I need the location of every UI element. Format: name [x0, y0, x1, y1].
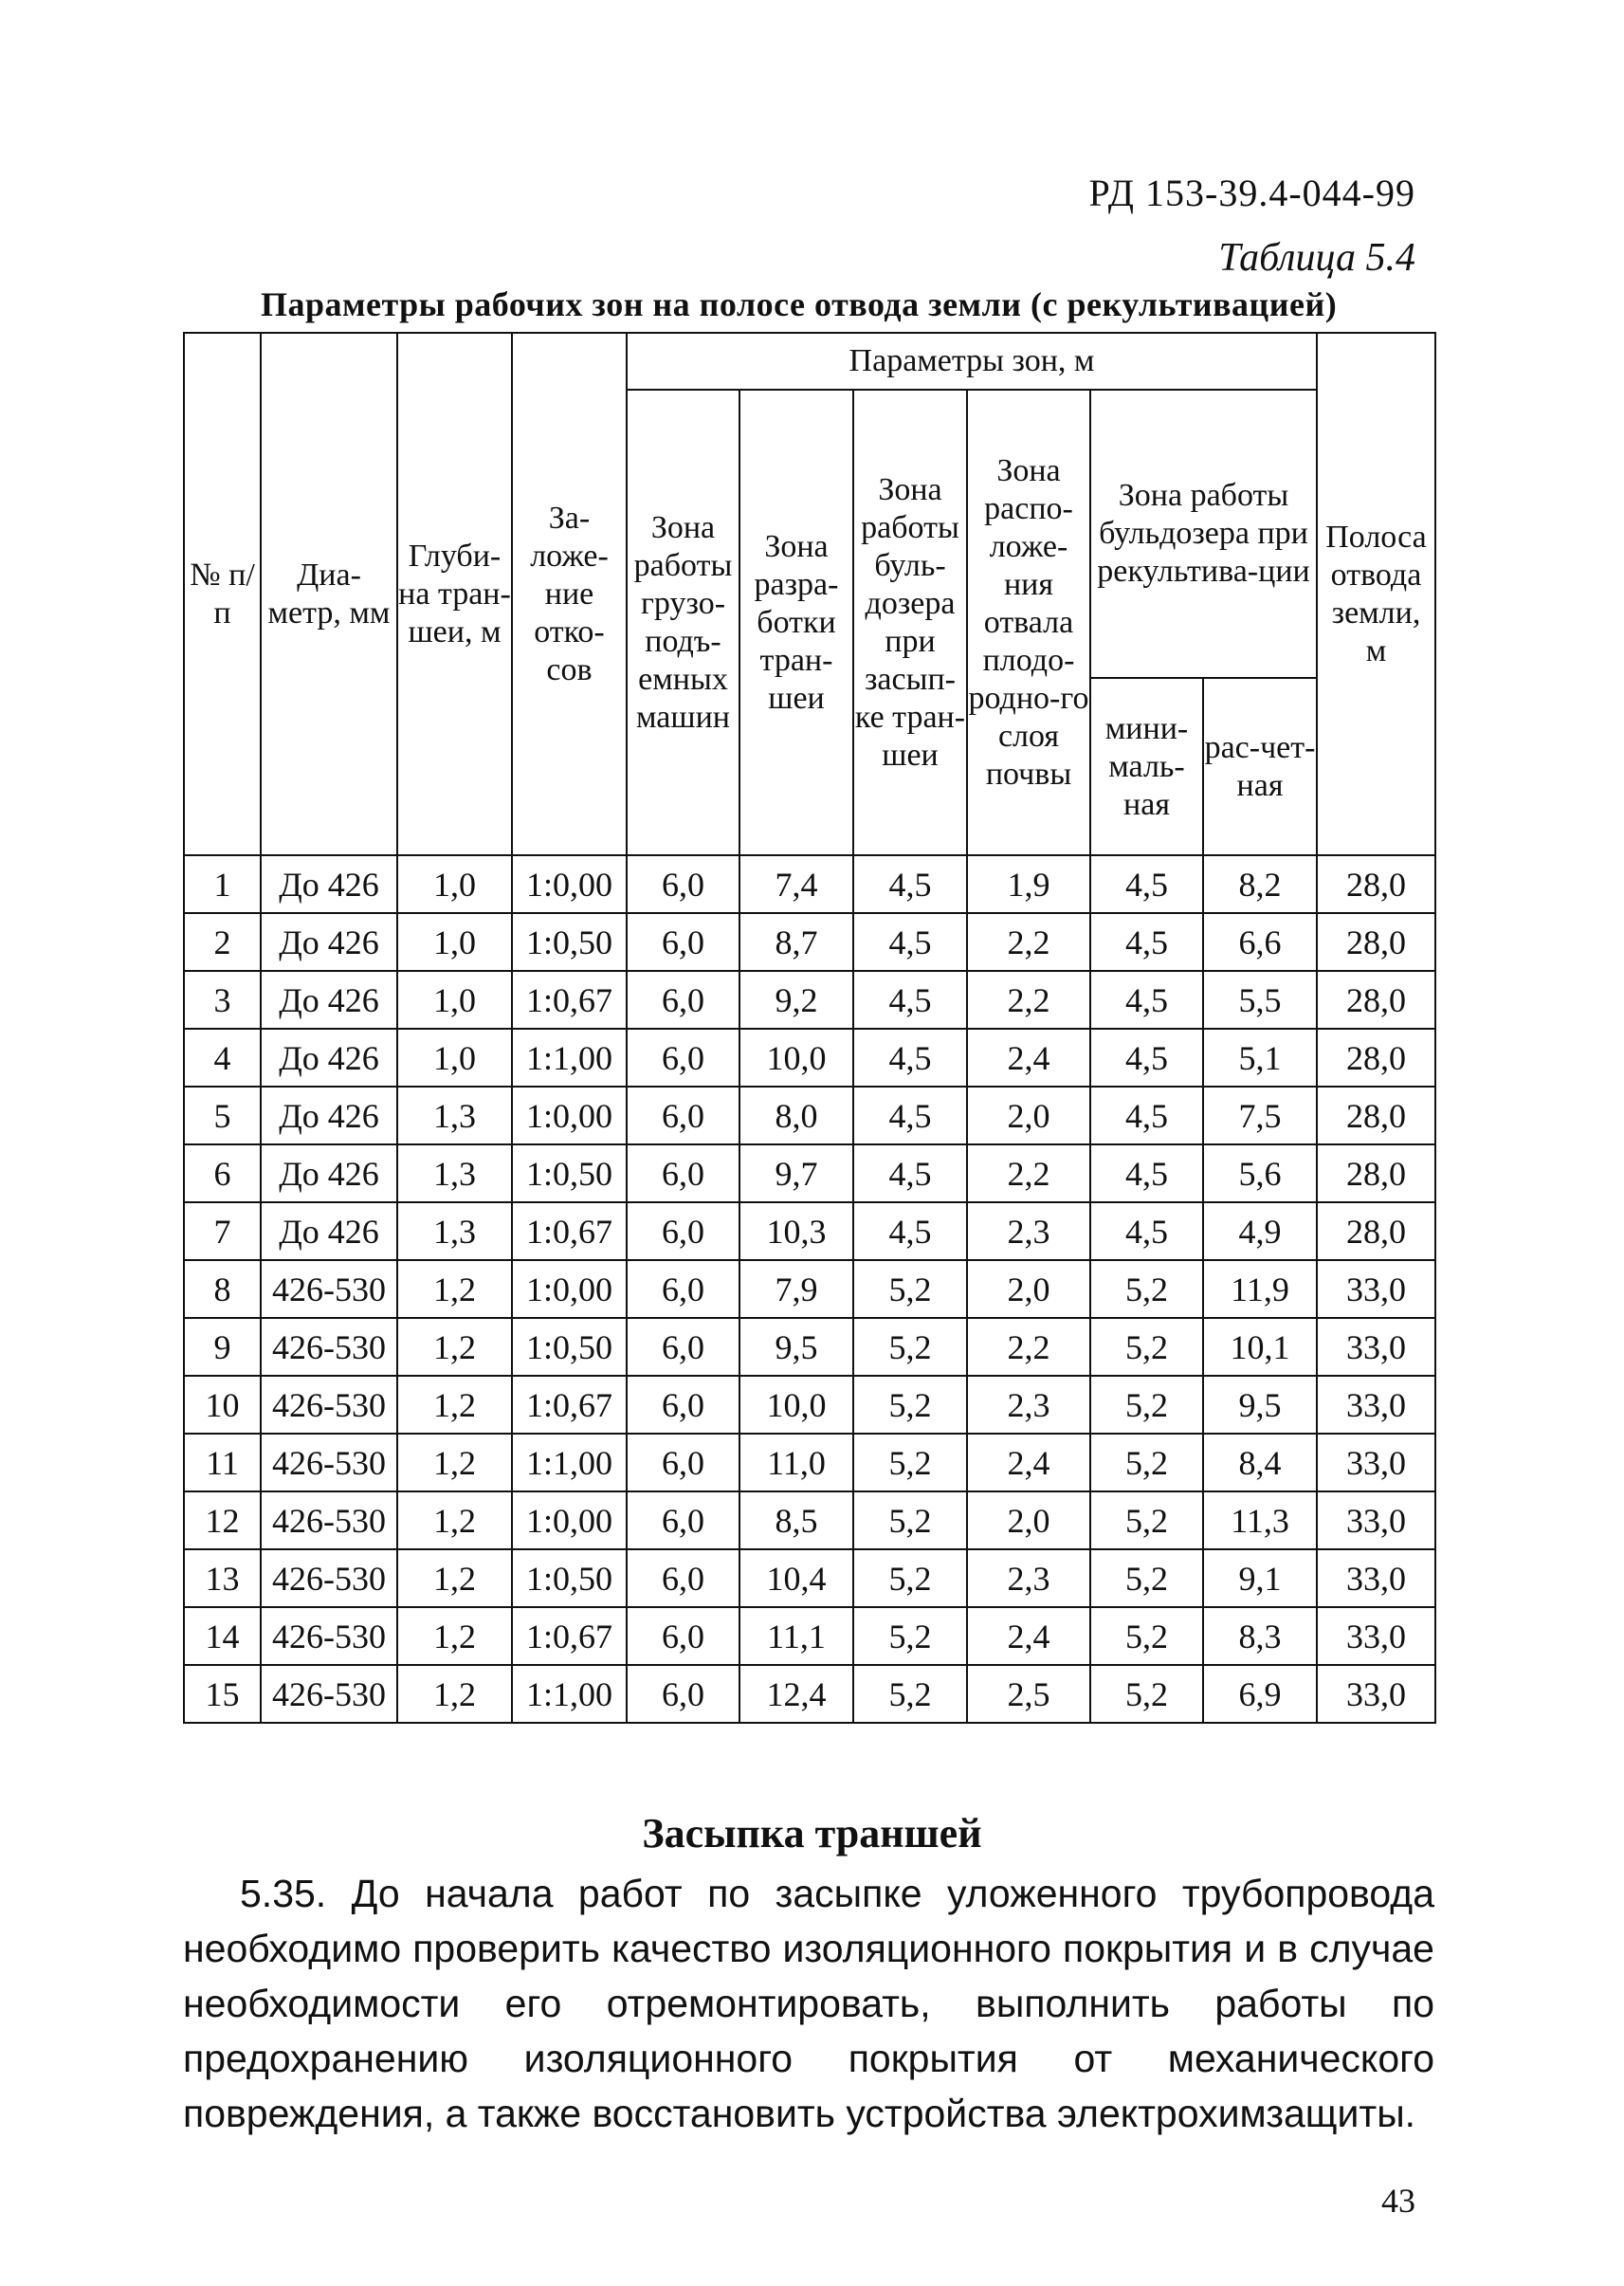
table-cell: 11,3 [1203, 1491, 1317, 1549]
table-cell: 6,0 [627, 1144, 739, 1202]
header-zone-bulldozer-recult: Зона работы бульдозера при рекультива-ции [1090, 390, 1317, 678]
table-cell: 28,0 [1317, 1202, 1435, 1260]
table-cell: 11,9 [1203, 1260, 1317, 1318]
table-cell: 1:1,00 [512, 1029, 627, 1087]
table-cell: 33,0 [1317, 1260, 1435, 1318]
table-label: Таблица 5.4 [1218, 236, 1415, 280]
table-cell: 5,2 [1090, 1434, 1203, 1491]
table-cell: До 426 [261, 1087, 397, 1144]
table-cell: 426-530 [261, 1260, 397, 1318]
table-cell: 4,5 [853, 1029, 967, 1087]
table-cell: 11,1 [739, 1607, 853, 1665]
table-row [184, 1607, 1435, 1665]
table-cell: 12 [184, 1491, 261, 1549]
table-cell: 5,2 [1090, 1260, 1203, 1318]
table-row [184, 1665, 1435, 1723]
table-cell: 426-530 [261, 1491, 397, 1549]
table-cell: 5,2 [1090, 1491, 1203, 1549]
table-cell: 1,2 [397, 1665, 512, 1723]
table-cell: 1,0 [397, 971, 512, 1029]
table-cell: 13 [184, 1549, 261, 1607]
table-cell: До 426 [261, 1202, 397, 1260]
table-cell: 4,5 [1090, 1202, 1203, 1260]
table-row [184, 1202, 1435, 1260]
table-cell: 6,0 [627, 1029, 739, 1087]
table-row [184, 1376, 1435, 1434]
table-cell: 6,0 [627, 1318, 739, 1376]
table-cell: 1:0,50 [512, 913, 627, 971]
table-cell: 10,0 [739, 1029, 853, 1087]
table-cell: 1,2 [397, 1607, 512, 1665]
table-cell: 1:0,00 [512, 1260, 627, 1318]
table-cell: 9,5 [739, 1318, 853, 1376]
table-cell: 8,4 [1203, 1434, 1317, 1491]
table-cell: 3 [184, 971, 261, 1029]
table-row [184, 1434, 1435, 1491]
table-cell: 28,0 [1317, 913, 1435, 971]
table-cell: 7 [184, 1202, 261, 1260]
table-cell: 6,0 [627, 1607, 739, 1665]
table-title: Параметры рабочих зон на полосе отвода земли (с рекультивацией) [261, 285, 1338, 323]
table-cell: 5,2 [1090, 1607, 1203, 1665]
table-cell: До 426 [261, 1029, 397, 1087]
table-cell: 2,3 [967, 1202, 1090, 1260]
table-cell: 33,0 [1317, 1434, 1435, 1491]
table-cell: 5,2 [853, 1260, 967, 1318]
table-cell: 1,2 [397, 1376, 512, 1434]
table-row [184, 1491, 1435, 1549]
section-paragraph: 5.35. До начала работ по засыпке уложенного трубопровода необходимо проверить качество изоляционного покрытия и в случае необходимости его отремонтировать, выполнить работы по предохранению изоляционного покрытия от механического повреждения, а также восстановить устройства электрохимзащиты. [183, 1872, 1434, 2135]
table-cell: 8,7 [739, 913, 853, 971]
header-recult-min: мини-маль-ная [1090, 678, 1203, 855]
table-cell: 4,5 [853, 1144, 967, 1202]
table-cell: До 426 [261, 855, 397, 913]
header-slope: За-ложе-ние отко-сов [512, 333, 627, 855]
table-cell: 6,9 [1203, 1665, 1317, 1723]
table-cell: 8 [184, 1260, 261, 1318]
table-cell: 426-530 [261, 1549, 397, 1607]
table-row [184, 913, 1435, 971]
table-cell: 2,0 [967, 1491, 1090, 1549]
table-cell: 10,0 [739, 1376, 853, 1434]
table-cell: 2,4 [967, 1607, 1090, 1665]
table-cell: 4,5 [1090, 1087, 1203, 1144]
table-cell: 10 [184, 1376, 261, 1434]
table-cell: 1:0,00 [512, 855, 627, 913]
table-cell: 33,0 [1317, 1318, 1435, 1376]
table-cell: 4,5 [1090, 971, 1203, 1029]
table-cell: 11,0 [739, 1434, 853, 1491]
table-cell: 4,9 [1203, 1202, 1317, 1260]
table-cell: 6,0 [627, 1434, 739, 1491]
table-cell: 4,5 [1090, 855, 1203, 913]
table-cell: 4,5 [1090, 1029, 1203, 1087]
table-cell: 33,0 [1317, 1376, 1435, 1434]
table-cell: 33,0 [1317, 1665, 1435, 1723]
table-cell: 6 [184, 1144, 261, 1202]
table-cell: 6,0 [627, 1549, 739, 1607]
table-cell: 8,5 [739, 1491, 853, 1549]
table-cell: 28,0 [1317, 1029, 1435, 1087]
table-cell: 5,2 [1090, 1549, 1203, 1607]
header-diameter: Диа-метр, мм [261, 333, 397, 855]
table-cell: 9,5 [1203, 1376, 1317, 1434]
table-cell: 6,0 [627, 1202, 739, 1260]
table-cell: 5,2 [853, 1376, 967, 1434]
table-cell: 7,4 [739, 855, 853, 913]
table-cell: 4 [184, 1029, 261, 1087]
header-recult-calc: рас-чет-ная [1203, 678, 1317, 855]
table-row [184, 1144, 1435, 1202]
table-cell: До 426 [261, 913, 397, 971]
table-cell: 426-530 [261, 1665, 397, 1723]
table-cell: 1:0,50 [512, 1144, 627, 1202]
table-cell: 5,2 [853, 1607, 967, 1665]
table-cell: 8,0 [739, 1087, 853, 1144]
table-cell: 6,0 [627, 1087, 739, 1144]
table-cell: 5,2 [853, 1318, 967, 1376]
table-cell: 5,5 [1203, 971, 1317, 1029]
table-row [184, 971, 1435, 1029]
table-cell: 1,3 [397, 1202, 512, 1260]
table-cell: 33,0 [1317, 1491, 1435, 1549]
table-cell: 1,3 [397, 1087, 512, 1144]
table-cell: 1,9 [967, 855, 1090, 913]
table-cell: 6,0 [627, 971, 739, 1029]
table-cell: 6,0 [627, 1491, 739, 1549]
table-cell: 5,2 [1090, 1665, 1203, 1723]
page-number: 43 [1381, 2182, 1415, 2220]
table-cell: 8,2 [1203, 855, 1317, 913]
table-cell: 5,2 [1090, 1318, 1203, 1376]
table-cell: 28,0 [1317, 1144, 1435, 1202]
table-cell: 426-530 [261, 1434, 397, 1491]
table-cell: 5,2 [853, 1434, 967, 1491]
table-cell: 9,7 [739, 1144, 853, 1202]
table-cell: 1:0,67 [512, 1202, 627, 1260]
table-cell: 5,1 [1203, 1029, 1317, 1087]
table-cell: 1,2 [397, 1549, 512, 1607]
table-cell: 6,0 [627, 913, 739, 971]
table-row [184, 1549, 1435, 1607]
table-cell: 9 [184, 1318, 261, 1376]
table-cell: 1,2 [397, 1318, 512, 1376]
table-cell: 6,0 [627, 1665, 739, 1723]
table-cell: До 426 [261, 1144, 397, 1202]
table-cell: 1,0 [397, 855, 512, 913]
header-zone-topsoil: Зона распо-ложе-ния отвала плодо-родно-го слоя почвы [967, 390, 1090, 855]
table-cell: 28,0 [1317, 855, 1435, 913]
table-cell: 2 [184, 913, 261, 971]
header-zone-crane: Зона работы грузо-подъ-емных машин [627, 390, 739, 855]
table-cell: 4,5 [1090, 1144, 1203, 1202]
table-cell: 12,4 [739, 1665, 853, 1723]
table-row [184, 855, 1435, 913]
table-cell: 1:0,00 [512, 1491, 627, 1549]
table-cell: 33,0 [1317, 1607, 1435, 1665]
table-cell: 28,0 [1317, 971, 1435, 1029]
table-cell: 11 [184, 1434, 261, 1491]
header-zone-dig: Зона разра-ботки тран-шеи [739, 390, 853, 855]
table-cell: 4,5 [1090, 913, 1203, 971]
table-cell: 2,0 [967, 1260, 1090, 1318]
table-cell: 1:0,67 [512, 971, 627, 1029]
table-cell: 10,4 [739, 1549, 853, 1607]
table-cell: 2,5 [967, 1665, 1090, 1723]
table-cell: 9,1 [1203, 1549, 1317, 1607]
table-cell: 1:1,00 [512, 1434, 627, 1491]
header-num: № п/п [184, 333, 261, 855]
table-row [184, 1260, 1435, 1318]
table-cell: 15 [184, 1665, 261, 1723]
table-cell: 5,2 [1090, 1376, 1203, 1434]
table-cell: 10,1 [1203, 1318, 1317, 1376]
section-heading: Засыпка траншей [642, 1810, 982, 1856]
table-cell: 1:0,67 [512, 1607, 627, 1665]
table-cell: 4,5 [853, 855, 967, 913]
table-cell: 2,3 [967, 1376, 1090, 1434]
table-cell: 33,0 [1317, 1549, 1435, 1607]
table-cell: 6,0 [627, 1260, 739, 1318]
table-cell: 4,5 [853, 913, 967, 971]
table-body [184, 855, 1435, 1723]
table-cell: 5,6 [1203, 1144, 1317, 1202]
table-cell: 4,5 [853, 971, 967, 1029]
table-cell: 1,2 [397, 1260, 512, 1318]
table-cell: 2,4 [967, 1434, 1090, 1491]
table-cell: 6,0 [627, 855, 739, 913]
table-row [184, 1318, 1435, 1376]
table-cell: 2,2 [967, 971, 1090, 1029]
table-cell: 2,2 [967, 1144, 1090, 1202]
table-cell: 426-530 [261, 1607, 397, 1665]
table-cell: 4,5 [853, 1202, 967, 1260]
table-cell: 1 [184, 855, 261, 913]
table-cell: 426-530 [261, 1318, 397, 1376]
table-cell: 426-530 [261, 1376, 397, 1434]
table-cell: 8,3 [1203, 1607, 1317, 1665]
table-cell: 2,4 [967, 1029, 1090, 1087]
table-cell: 14 [184, 1607, 261, 1665]
table-cell: 1,3 [397, 1144, 512, 1202]
table-cell: 7,5 [1203, 1087, 1317, 1144]
table-cell: 6,0 [627, 1376, 739, 1434]
table-cell: 2,2 [967, 1318, 1090, 1376]
table-cell: 1:0,67 [512, 1376, 627, 1434]
table-cell: 1:0,00 [512, 1087, 627, 1144]
table-cell: 2,0 [967, 1087, 1090, 1144]
table-cell: 6,6 [1203, 913, 1317, 971]
table-cell: 5,2 [853, 1665, 967, 1723]
table-cell: 10,3 [739, 1202, 853, 1260]
table-cell: 5 [184, 1087, 261, 1144]
table-cell: 1:0,50 [512, 1549, 627, 1607]
table-cell: 2,3 [967, 1549, 1090, 1607]
table-cell: 1,2 [397, 1434, 512, 1491]
table-cell: 1:0,50 [512, 1318, 627, 1376]
table-row [184, 1087, 1435, 1144]
table-cell: До 426 [261, 971, 397, 1029]
table-cell: 2,2 [967, 913, 1090, 971]
header-strip-width: Полоса отвода земли, м [1317, 333, 1435, 855]
document-code: РД 153-39.4-044-99 [1088, 172, 1415, 214]
table-cell: 7,9 [739, 1260, 853, 1318]
table-row [184, 1029, 1435, 1087]
parameters-table [183, 332, 1436, 1724]
table-cell: 1,0 [397, 913, 512, 971]
table-cell: 5,2 [853, 1549, 967, 1607]
table-cell: 1,0 [397, 1029, 512, 1087]
table-cell: 28,0 [1317, 1087, 1435, 1144]
header-zone-bulldozer-fill: Зона работы буль-дозера при засып-ке тран-шеи [853, 390, 967, 855]
header-zones-group: Параметры зон, м [627, 333, 1317, 390]
header-depth: Глуби-на тран-шеи, м [397, 333, 512, 855]
table-cell: 5,2 [853, 1491, 967, 1549]
table-cell: 1:1,00 [512, 1665, 627, 1723]
table-head [184, 333, 1435, 855]
table-cell: 9,2 [739, 971, 853, 1029]
table-cell: 1,2 [397, 1491, 512, 1549]
table-cell: 4,5 [853, 1087, 967, 1144]
